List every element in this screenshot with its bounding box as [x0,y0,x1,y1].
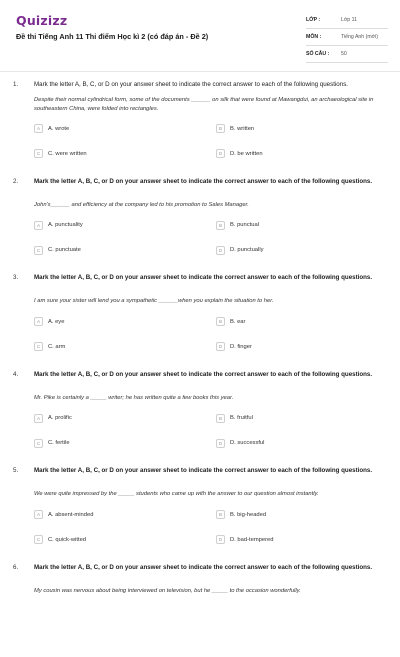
option-letter-box: A [34,124,43,133]
option-text: D. successful [230,440,264,446]
option-text: B. big-headed [230,512,266,518]
option-text: B. punctual [230,222,259,228]
question-6 [0,561,400,657]
option-letter-box: C [34,149,43,158]
question-number: 4. [13,371,18,378]
option-c[interactable] [34,342,65,351]
option-letter-box: A [34,510,43,519]
option-c[interactable] [34,439,70,448]
question-instruction: Mark the letter A, B, C, or D on your answer sheet to indicate the correct answer to each of the following questions. [34,81,389,90]
meta-row-class [306,12,388,29]
question-number: 1. [13,81,18,88]
option-text: D. punctually [230,247,264,253]
option-text: C. punctuate [48,247,81,253]
quizizz-logo: Quizizz [16,13,67,28]
option-letter-box: B [216,317,225,326]
option-text: D. bad-tempered [230,537,274,543]
question-stem: John's______ and efficiency at the company led to his promotion to Sales Manager. [34,201,384,210]
question-stem: Mr. Pike is certainly a _____ writer; he has written quite a few books this year. [34,394,384,403]
option-letter-box: A [34,317,43,326]
question-1 [0,78,400,175]
question-list [0,78,400,657]
option-a[interactable] [34,221,83,230]
option-text: B. fruitful [230,415,253,421]
option-letter-box: C [34,535,43,544]
question-number: 3. [13,274,18,281]
question-stem: My cousin was nervous about being interviewed on television, but he _____ to the occasion wonderfully. [34,587,384,596]
option-a[interactable] [34,510,93,519]
option-letter-box: C [34,439,43,448]
option-a[interactable] [34,414,72,423]
question-3 [0,271,400,368]
option-text: C. fertile [48,440,70,446]
meta-label: SỐ CÂU : [306,51,341,57]
meta-value: Lớp 11 [341,17,357,23]
option-d[interactable] [216,535,274,544]
option-text: D. finger [230,344,252,350]
option-letter-box: D [216,342,225,351]
option-text: D. be written [230,151,263,157]
option-letter-box: B [216,414,225,423]
option-text: C. quick-witted [48,537,86,543]
meta-row-count [306,46,388,63]
question-instruction: Mark the letter A, B, C, or D on your answer sheet to indicate the correct answer to each of the following questions. [34,274,389,283]
option-b[interactable] [216,221,259,230]
question-number: 5. [13,467,18,474]
question-stem: I am sure your sister will lend you a sympathetic ______when you explain the situation to her. [34,297,384,306]
meta-label: LỚP : [306,17,341,23]
question-instruction: Mark the letter A, B, C, or D on your answer sheet to indicate the correct answer to each of the following questions. [34,178,389,187]
meta-value: 50 [341,51,347,57]
meta-label: MÔN : [306,34,341,40]
option-letter-box: D [216,246,225,255]
meta-value: Tiếng Anh (mới) [341,34,378,40]
option-d[interactable] [216,149,263,158]
option-letter-box: A [34,414,43,423]
option-b[interactable] [216,317,245,326]
option-text: C. were written [48,151,87,157]
option-d[interactable] [216,439,264,448]
question-2 [0,175,400,272]
option-text: A. wrote [48,126,69,132]
question-4 [0,368,400,465]
option-letter-box: D [216,535,225,544]
option-letter-box: B [216,124,225,133]
question-instruction: Mark the letter A, B, C, or D on your answer sheet to indicate the correct answer to each of the following questions. [34,564,389,573]
option-a[interactable] [34,124,69,133]
option-d[interactable] [216,246,264,255]
question-stem: We were quite impressed by the _____ students who came up with the answer to our question almost instantly. [34,490,384,499]
option-d[interactable] [216,342,252,351]
option-text: B. written [230,126,254,132]
option-text: A. absent-minded [48,512,93,518]
document-title: Đề thi Tiếng Anh 11 Thi điểm Học kì 2 (có đáp án - Đề 2) [16,32,208,41]
question-instruction: Mark the letter A, B, C, or D on your answer sheet to indicate the correct answer to each of the following questions. [34,371,389,380]
option-letter-box: B [216,221,225,230]
option-letter-box: D [216,439,225,448]
question-number: 6. [13,564,18,571]
option-b[interactable] [216,414,253,423]
option-a[interactable] [34,317,64,326]
question-instruction: Mark the letter A, B, C, or D on your answer sheet to indicate the correct answer to each of the following questions. [34,467,389,476]
option-text: B. ear [230,319,245,325]
option-text: A. eye [48,319,64,325]
option-b[interactable] [216,510,266,519]
question-5 [0,464,400,561]
option-letter-box: B [216,510,225,519]
option-letter-box: C [34,342,43,351]
option-letter-box: C [34,246,43,255]
option-text: C. arm [48,344,65,350]
header-divider [0,71,400,72]
option-letter-box: A [34,221,43,230]
question-number: 2. [13,178,18,185]
question-stem: Despite their normal cylindrical form, some of the documents ______ on silk that were found at Mawangdui, an archaeological site in southeastern China, were folded into rectangles. [34,96,384,113]
meta-row-subject [306,29,388,46]
option-b[interactable] [216,124,254,133]
option-c[interactable] [34,149,87,158]
option-c[interactable] [34,246,81,255]
option-c[interactable] [34,535,86,544]
option-letter-box: D [216,149,225,158]
option-text: A. punctuality [48,222,83,228]
meta-table [306,12,388,63]
option-text: A. prolific [48,415,72,421]
